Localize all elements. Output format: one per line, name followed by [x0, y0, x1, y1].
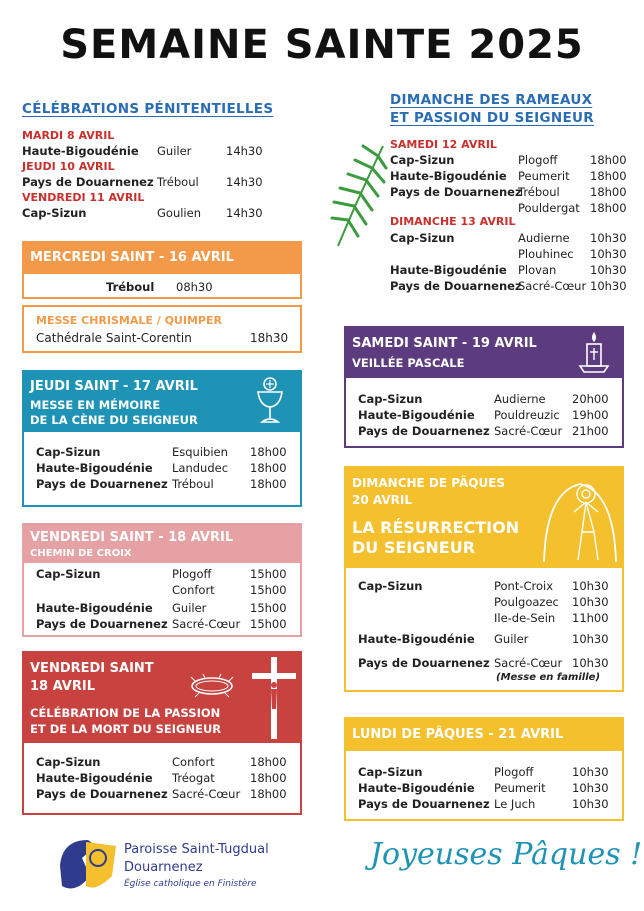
paques-note: (Messe en famille) [496, 672, 601, 683]
sector: Haute-Bigoudénie [22, 144, 139, 158]
time: 18h00 [250, 477, 287, 491]
time: 10h30 [572, 797, 609, 811]
samedi-subtitle: VEILLÉE PASCALE [352, 356, 465, 370]
jeudi-header [22, 370, 302, 432]
sector: Cap-Sizun [22, 206, 87, 220]
place: Le Juch [494, 797, 536, 811]
sector: Cap-Sizun [36, 567, 101, 581]
sector: Haute-Bigoudénie [36, 771, 153, 785]
crown-of-thorns-icon [187, 673, 237, 699]
time: 15h00 [250, 601, 287, 615]
time: 18h00 [250, 787, 287, 801]
place: Sacré-Cœur [172, 787, 241, 801]
penitential-day-2: JEUDI 10 AVRIL [22, 160, 115, 173]
time: 20h00 [572, 392, 609, 406]
risen-christ-icon [540, 472, 620, 564]
time: 10h30 [590, 279, 627, 293]
place: Ile-de-Sein [494, 611, 556, 625]
place: Confort [172, 755, 215, 769]
penitential-day-3: VENDREDI 11 AVRIL [22, 191, 145, 204]
place: Tréogat [172, 771, 215, 785]
time: 10h30 [572, 595, 609, 609]
time: 21h00 [572, 424, 609, 438]
rameaux-saturday: SAMEDI 12 AVRIL [390, 138, 497, 151]
sector: Cap-Sizun [358, 392, 423, 406]
chalice-icon [254, 376, 286, 426]
time: 15h00 [250, 617, 287, 631]
sector: Haute-Bigoudénie [36, 601, 153, 615]
time: 18h00 [250, 461, 287, 475]
samedi-title: SAMEDI SAINT - 19 AVRIL [352, 336, 537, 351]
paques-title-2: 20 AVRIL [352, 493, 412, 507]
time: 18h00 [590, 201, 627, 215]
sector: Haute-Bigoudénie [358, 632, 475, 646]
sector: Haute-Bigoudénie [358, 408, 475, 422]
time: 11h00 [572, 611, 609, 625]
vendredi-passion-title-2: 18 AVRIL [30, 679, 95, 694]
time: 10h30 [590, 247, 627, 261]
place: Poulgoazec [494, 595, 559, 609]
place: Plogoff [172, 567, 212, 581]
place: Landudec [172, 461, 229, 475]
sector: Pays de Douarnenez [22, 175, 154, 189]
time: 14h30 [226, 144, 263, 158]
place: Peumerit [518, 169, 570, 183]
mercredi-title: MERCREDI SAINT - 16 AVRIL [30, 250, 234, 265]
place: Plogoff [518, 153, 558, 167]
place: Tréboul [157, 175, 199, 189]
vendredi-chemin-subtitle: CHEMIN DE CROIX [30, 548, 132, 559]
sector: Haute-Bigoudénie [390, 169, 507, 183]
time: 10h30 [572, 781, 609, 795]
sector: Cap-Sizun [390, 231, 455, 245]
vendredi-chemin-title: VENDREDI SAINT - 18 AVRIL [30, 530, 234, 545]
time: 18h00 [250, 755, 287, 769]
parish-subtitle: Église catholique en Finistère [124, 879, 257, 889]
chrismale-title: MESSE CHRISMALE / QUIMPER [36, 314, 222, 327]
mercredi-body [22, 274, 302, 299]
time: 10h30 [590, 231, 627, 245]
paschal-candle-icon [576, 330, 612, 374]
page-title: SEMAINE SAINTE 2025 [60, 22, 584, 68]
rameaux-sunday: DIMANCHE 13 AVRIL [390, 215, 516, 228]
sector: Pays de Douarnenez [390, 279, 522, 293]
crucifix-icon [250, 655, 298, 741]
lundi-title: LUNDI DE PÂQUES - 21 AVRIL [352, 727, 564, 742]
sector: Pays de Douarnenez [36, 617, 168, 631]
time: 10h30 [590, 263, 627, 277]
time: 10h30 [572, 765, 609, 779]
vendredi-passion-title-1: VENDREDI SAINT [30, 661, 154, 676]
parish-logo-icon [56, 836, 120, 896]
chrismale-box [22, 305, 302, 353]
place: Pouldreuzic [494, 408, 560, 422]
time: 18h00 [250, 771, 287, 785]
place: Sacré-Cœur [518, 279, 587, 293]
mercredi-place: Tréboul [106, 280, 155, 294]
jeudi-title: JEUDI SAINT - 17 AVRIL [30, 379, 198, 394]
place: Guiler [172, 601, 207, 615]
place: Sacré-Cœur [494, 656, 563, 670]
time: 15h00 [250, 583, 287, 597]
vendredi-passion-subtitle-2: ET DE LA MORT DU SEIGNEUR [30, 722, 222, 736]
sector: Pays de Douarnenez [358, 424, 490, 438]
time: 18h00 [590, 153, 627, 167]
chrismale-place: Cathédrale Saint-Corentin [36, 331, 192, 345]
parish-name-1: Paroisse Saint-Tugdual [124, 842, 269, 857]
sector: Cap-Sizun [358, 579, 423, 593]
place: Sacré-Cœur [494, 424, 563, 438]
place: Tréboul [518, 185, 560, 199]
time: 10h30 [572, 579, 609, 593]
place: Plogoff [494, 765, 534, 779]
time: 18h00 [590, 169, 627, 183]
time: 10h30 [572, 656, 609, 670]
chrismale-time: 18h30 [250, 331, 289, 345]
place: Sacré-Cœur [172, 617, 241, 631]
place: Audierne [494, 392, 546, 406]
sector: Pays de Douarnenez [390, 185, 522, 199]
sector: Cap-Sizun [36, 755, 101, 769]
vendredi-passion-subtitle-1: CÉLÉBRATION DE LA PASSION [30, 706, 221, 720]
place: Tréboul [172, 477, 214, 491]
paques-title-1: DIMANCHE DE PÂQUES [352, 476, 506, 490]
vendredi-passion-header [22, 651, 302, 743]
place: Plouhinec [518, 247, 574, 261]
sector: Pays de Douarnenez [36, 477, 168, 491]
mercredi-header [22, 241, 302, 274]
place: Esquibien [172, 445, 228, 459]
vendredi-chemin-header [22, 523, 302, 563]
sector: Cap-Sizun [36, 445, 101, 459]
place: Plovan [518, 263, 557, 277]
place: Goulien [157, 206, 201, 220]
samedi-header [344, 326, 624, 378]
sector: Haute-Bigoudénie [36, 461, 153, 475]
jeudi-subtitle-2: DE LA CÈNE DU SEIGNEUR [30, 413, 198, 427]
sector: Pays de Douarnenez [36, 787, 168, 801]
sector: Pays de Douarnenez [358, 656, 490, 670]
rameaux-heading-2: ET PASSION DU SEIGNEUR [390, 110, 594, 126]
paques-title-3: LA RÉSURRECTION [352, 518, 520, 537]
palm-branch-icon [328, 138, 388, 250]
place: Peumerit [494, 781, 546, 795]
place: Guiler [494, 632, 529, 646]
greeting: Joyeuses Pâques ! [370, 837, 643, 872]
time: 19h00 [572, 408, 609, 422]
time: 18h00 [590, 185, 627, 199]
penitential-day-1: MARDI 8 AVRIL [22, 129, 115, 142]
time: 10h30 [572, 632, 609, 646]
time: 14h30 [226, 206, 263, 220]
place: Pouldergat [518, 201, 580, 215]
place: Audierne [518, 231, 570, 245]
penitential-heading: CÉLÉBRATIONS PÉNITENTIELLES [22, 101, 274, 117]
sector: Haute-Bigoudénie [390, 263, 507, 277]
sector: Cap-Sizun [358, 765, 423, 779]
place: Confort [172, 583, 215, 597]
time: 14h30 [226, 175, 263, 189]
sector: Cap-Sizun [390, 153, 455, 167]
paques-title-4: DU SEIGNEUR [352, 538, 476, 557]
lundi-header [344, 717, 624, 751]
time: 15h00 [250, 567, 287, 581]
rameaux-heading-1: DIMANCHE DES RAMEAUX [390, 92, 593, 108]
sector: Haute-Bigoudénie [358, 781, 475, 795]
sector: Pays de Douarnenez [358, 797, 490, 811]
mercredi-time: 08h30 [176, 280, 213, 294]
place: Guiler [157, 144, 192, 158]
parish-name-2: Douarnenez [124, 860, 203, 875]
paques-header [344, 466, 624, 568]
place: Pont-Croix [494, 579, 554, 593]
time: 18h00 [250, 445, 287, 459]
jeudi-subtitle-1: MESSE EN MÉMOIRE [30, 398, 161, 412]
